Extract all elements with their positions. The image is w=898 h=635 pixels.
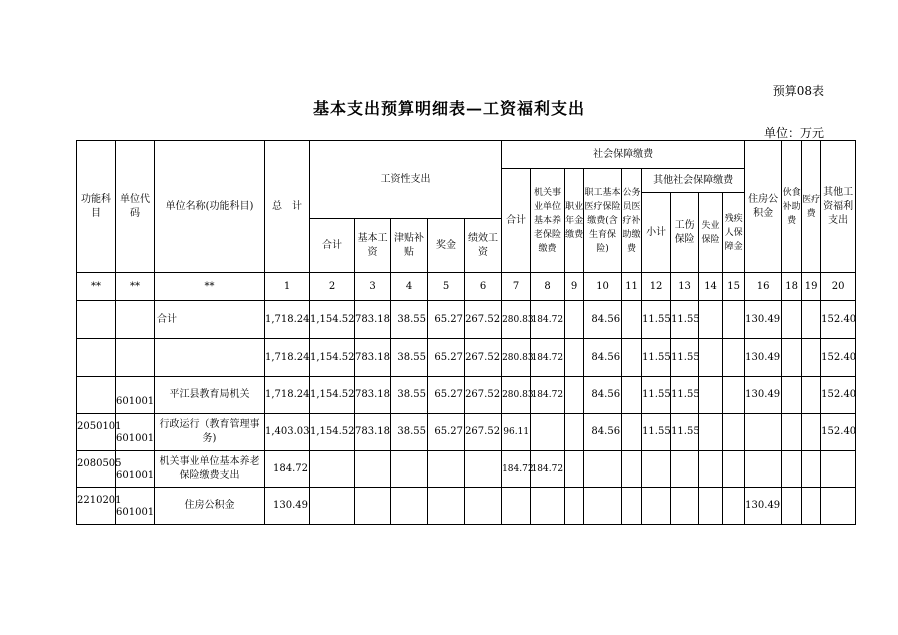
form-number: 预算08表 (772, 84, 824, 98)
col-unemployment: 失业保险 (699, 193, 723, 273)
col-meal-subsidy: 伙食补助费 (782, 141, 802, 273)
value-cell-c18 (782, 414, 802, 451)
value-cell-c15 (723, 301, 745, 339)
index-cell: 13 (671, 273, 699, 301)
unit-name-cell: 住房公积金 (155, 488, 265, 525)
value-cell-c1: 184.72 (265, 451, 310, 488)
value-cell-c18 (782, 377, 802, 414)
value-cell-c11 (622, 339, 642, 377)
value-cell-c5: 65.27 (428, 339, 465, 377)
table-row (77, 488, 856, 525)
index-row (77, 273, 856, 301)
unit-name-cell: 合计 (155, 301, 265, 339)
col-unit-name: 单位名称(功能科目) (155, 141, 265, 273)
index-cell: ** (77, 273, 116, 301)
func-subject-cell: 2210201 (77, 488, 116, 525)
value-cell-c6: 267.52 (465, 301, 502, 339)
value-cell-c3: 783.18 (355, 301, 391, 339)
value-cell-c16: 130.49 (745, 377, 782, 414)
value-cell-c10: 84.56 (584, 339, 622, 377)
value-cell-c6 (465, 451, 502, 488)
unit-code-cell: 601001 (116, 377, 155, 414)
page-title: 基本支出预算明细表—工资福利支出 (312, 99, 585, 118)
index-cell: ** (155, 273, 265, 301)
value-cell-c11 (622, 414, 642, 451)
index-cell: 16 (745, 273, 782, 301)
value-cell-c8: 184.72 (531, 451, 565, 488)
value-cell-c19 (802, 414, 821, 451)
budget-table (76, 140, 856, 525)
value-cell-c11 (622, 451, 642, 488)
value-cell-c16: 130.49 (745, 339, 782, 377)
value-cell-c20 (821, 488, 856, 525)
value-cell-c10: 84.56 (584, 414, 622, 451)
value-cell-c12: 11.55 (642, 414, 671, 451)
col-social-sum: 合计 (502, 169, 531, 273)
value-cell-c1: 1,403.03 (265, 414, 310, 451)
value-cell-c2: 1,154.52 (310, 414, 355, 451)
col-wage-sum: 合计 (310, 219, 355, 273)
value-cell-c14 (699, 488, 723, 525)
unit-code-cell: 601001 (116, 488, 155, 525)
value-cell-c5 (428, 451, 465, 488)
value-cell-c18 (782, 301, 802, 339)
col-allowance: 津贴补贴 (391, 219, 428, 273)
func-subject-cell: 2080505 (77, 451, 116, 488)
value-cell-c3: 783.18 (355, 377, 391, 414)
value-cell-c7: 280.83 (502, 377, 531, 414)
value-cell-c7: 280.83 (502, 301, 531, 339)
value-cell-c1: 1,718.24 (265, 377, 310, 414)
index-cell: 12 (642, 273, 671, 301)
unit-name-cell (155, 339, 265, 377)
col-other-welfare: 其他工资福利支出 (821, 141, 856, 273)
value-cell-c14 (699, 377, 723, 414)
index-cell: 5 (428, 273, 465, 301)
value-cell-c2: 1,154.52 (310, 301, 355, 339)
index-cell: 15 (723, 273, 745, 301)
value-cell-c9 (565, 451, 584, 488)
value-cell-c12: 11.55 (642, 377, 671, 414)
col-disability: 残疾人保障金 (723, 193, 745, 273)
table-body (77, 301, 856, 525)
index-cell: ** (116, 273, 155, 301)
value-cell-c2: 1,154.52 (310, 339, 355, 377)
value-cell-c12: 11.55 (642, 339, 671, 377)
index-cell: 9 (565, 273, 584, 301)
value-cell-c4: 38.55 (391, 414, 428, 451)
value-cell-c7: 280.83 (502, 339, 531, 377)
value-cell-c13 (671, 451, 699, 488)
value-cell-c18 (782, 339, 802, 377)
value-cell-c8: 184.72 (531, 301, 565, 339)
func-subject-cell (77, 339, 116, 377)
index-cell: 11 (622, 273, 642, 301)
func-subject-cell (77, 301, 116, 339)
value-cell-c5: 65.27 (428, 414, 465, 451)
unit-name-cell: 行政运行（教育管理事务) (155, 414, 265, 451)
value-cell-c16: 130.49 (745, 301, 782, 339)
value-cell-c2 (310, 451, 355, 488)
unit-label: 单位：万元 (763, 126, 824, 140)
col-medical-fee: 医疗费 (802, 141, 821, 273)
index-cell: 8 (531, 273, 565, 301)
col-group-other-social: 其他社会保障缴费 (642, 169, 745, 193)
value-cell-c3: 783.18 (355, 339, 391, 377)
unit-code-cell: 601001 (116, 451, 155, 488)
value-cell-c19 (802, 377, 821, 414)
index-cell: 19 (802, 273, 821, 301)
value-cell-c1: 1,718.24 (265, 301, 310, 339)
value-cell-c13 (671, 488, 699, 525)
value-cell-c8: 184.72 (531, 339, 565, 377)
value-cell-c14 (699, 414, 723, 451)
func-subject-cell: 2050101 (77, 414, 116, 451)
value-cell-c8 (531, 414, 565, 451)
value-cell-c8 (531, 488, 565, 525)
value-cell-c14 (699, 301, 723, 339)
value-cell-c1: 130.49 (265, 488, 310, 525)
unit-name-cell: 平江县教育局机关 (155, 377, 265, 414)
value-cell-c9 (565, 339, 584, 377)
table-row (77, 451, 856, 488)
value-cell-c13: 11.55 (671, 377, 699, 414)
index-cell: 4 (391, 273, 428, 301)
value-cell-c9 (565, 414, 584, 451)
value-cell-c15 (723, 414, 745, 451)
value-cell-c20: 152.40 (821, 339, 856, 377)
value-cell-c9 (565, 488, 584, 525)
value-cell-c4: 38.55 (391, 301, 428, 339)
value-cell-c1: 1,718.24 (265, 339, 310, 377)
col-other-sum: 小计 (642, 193, 671, 273)
value-cell-c12 (642, 451, 671, 488)
index-cell: 2 (310, 273, 355, 301)
col-civil-medical: 公务员医疗补助缴费 (622, 169, 642, 273)
value-cell-c3 (355, 451, 391, 488)
col-total: 总 计 (265, 141, 310, 273)
col-bonus: 奖金 (428, 219, 465, 273)
value-cell-c12: 11.55 (642, 301, 671, 339)
value-cell-c13: 11.55 (671, 414, 699, 451)
unit-code-cell (116, 301, 155, 339)
col-func-subject: 功能科目 (77, 141, 116, 273)
table-row (77, 377, 856, 414)
value-cell-c4: 38.55 (391, 377, 428, 414)
value-cell-c14 (699, 339, 723, 377)
value-cell-c6: 267.52 (465, 377, 502, 414)
value-cell-c5: 65.27 (428, 301, 465, 339)
index-cell: 18 (782, 273, 802, 301)
col-annuity: 职业年金缴费 (565, 169, 584, 273)
col-injury: 工伤保险 (671, 193, 699, 273)
index-cell: 6 (465, 273, 502, 301)
value-cell-c19 (802, 301, 821, 339)
value-cell-c18 (782, 451, 802, 488)
value-cell-c2: 1,154.52 (310, 377, 355, 414)
value-cell-c15 (723, 377, 745, 414)
value-cell-c20 (821, 451, 856, 488)
value-cell-c6 (465, 488, 502, 525)
value-cell-c4: 38.55 (391, 339, 428, 377)
col-basic-wage: 基本工资 (355, 219, 391, 273)
table-row (77, 339, 856, 377)
value-cell-c19 (802, 488, 821, 525)
index-cell: 10 (584, 273, 622, 301)
value-cell-c7: 184.72 (502, 451, 531, 488)
table-row (77, 414, 856, 451)
value-cell-c19 (802, 339, 821, 377)
value-cell-c13: 11.55 (671, 339, 699, 377)
index-cell: 3 (355, 273, 391, 301)
value-cell-c14 (699, 451, 723, 488)
col-pension: 机关事业单位基本养老保险缴费 (531, 169, 565, 273)
value-cell-c6: 267.52 (465, 414, 502, 451)
col-medical: 职工基本医疗保险缴费(含生育保险) (584, 169, 622, 273)
col-performance: 绩效工资 (465, 219, 502, 273)
value-cell-c11 (622, 377, 642, 414)
value-cell-c10 (584, 488, 622, 525)
value-cell-c12 (642, 488, 671, 525)
value-cell-c15 (723, 488, 745, 525)
table-row (77, 301, 856, 339)
value-cell-c15 (723, 339, 745, 377)
value-cell-c3: 783.18 (355, 414, 391, 451)
value-cell-c4 (391, 488, 428, 525)
value-cell-c10: 84.56 (584, 377, 622, 414)
value-cell-c15 (723, 451, 745, 488)
value-cell-c3 (355, 488, 391, 525)
value-cell-c7 (502, 488, 531, 525)
index-cell: 20 (821, 273, 856, 301)
value-cell-c11 (622, 301, 642, 339)
col-group-wage: 工资性支出 (310, 141, 502, 219)
index-cell: 14 (699, 273, 723, 301)
value-cell-c19 (802, 451, 821, 488)
table-header (77, 141, 856, 301)
value-cell-c16 (745, 451, 782, 488)
value-cell-c6: 267.52 (465, 339, 502, 377)
unit-name-cell: 机关事业单位基本养老保险缴费支出 (155, 451, 265, 488)
col-group-social: 社会保障缴费 (502, 141, 745, 169)
unit-code-cell: 601001 (116, 414, 155, 451)
value-cell-c10: 84.56 (584, 301, 622, 339)
func-subject-cell (77, 377, 116, 414)
value-cell-c20: 152.40 (821, 414, 856, 451)
value-cell-c9 (565, 301, 584, 339)
value-cell-c13: 11.55 (671, 301, 699, 339)
value-cell-c2 (310, 488, 355, 525)
value-cell-c16: 130.49 (745, 488, 782, 525)
index-cell: 7 (502, 273, 531, 301)
value-cell-c18 (782, 488, 802, 525)
value-cell-c16 (745, 414, 782, 451)
value-cell-c5 (428, 488, 465, 525)
value-cell-c7: 96.11 (502, 414, 531, 451)
value-cell-c10 (584, 451, 622, 488)
value-cell-c11 (622, 488, 642, 525)
value-cell-c20: 152.40 (821, 377, 856, 414)
value-cell-c4 (391, 451, 428, 488)
unit-code-cell (116, 339, 155, 377)
value-cell-c5: 65.27 (428, 377, 465, 414)
value-cell-c8: 184.72 (531, 377, 565, 414)
value-cell-c20: 152.40 (821, 301, 856, 339)
value-cell-c9 (565, 377, 584, 414)
col-housing-fund: 住房公积金 (745, 141, 782, 273)
col-unit-code: 单位代码 (116, 141, 155, 273)
index-cell: 1 (265, 273, 310, 301)
